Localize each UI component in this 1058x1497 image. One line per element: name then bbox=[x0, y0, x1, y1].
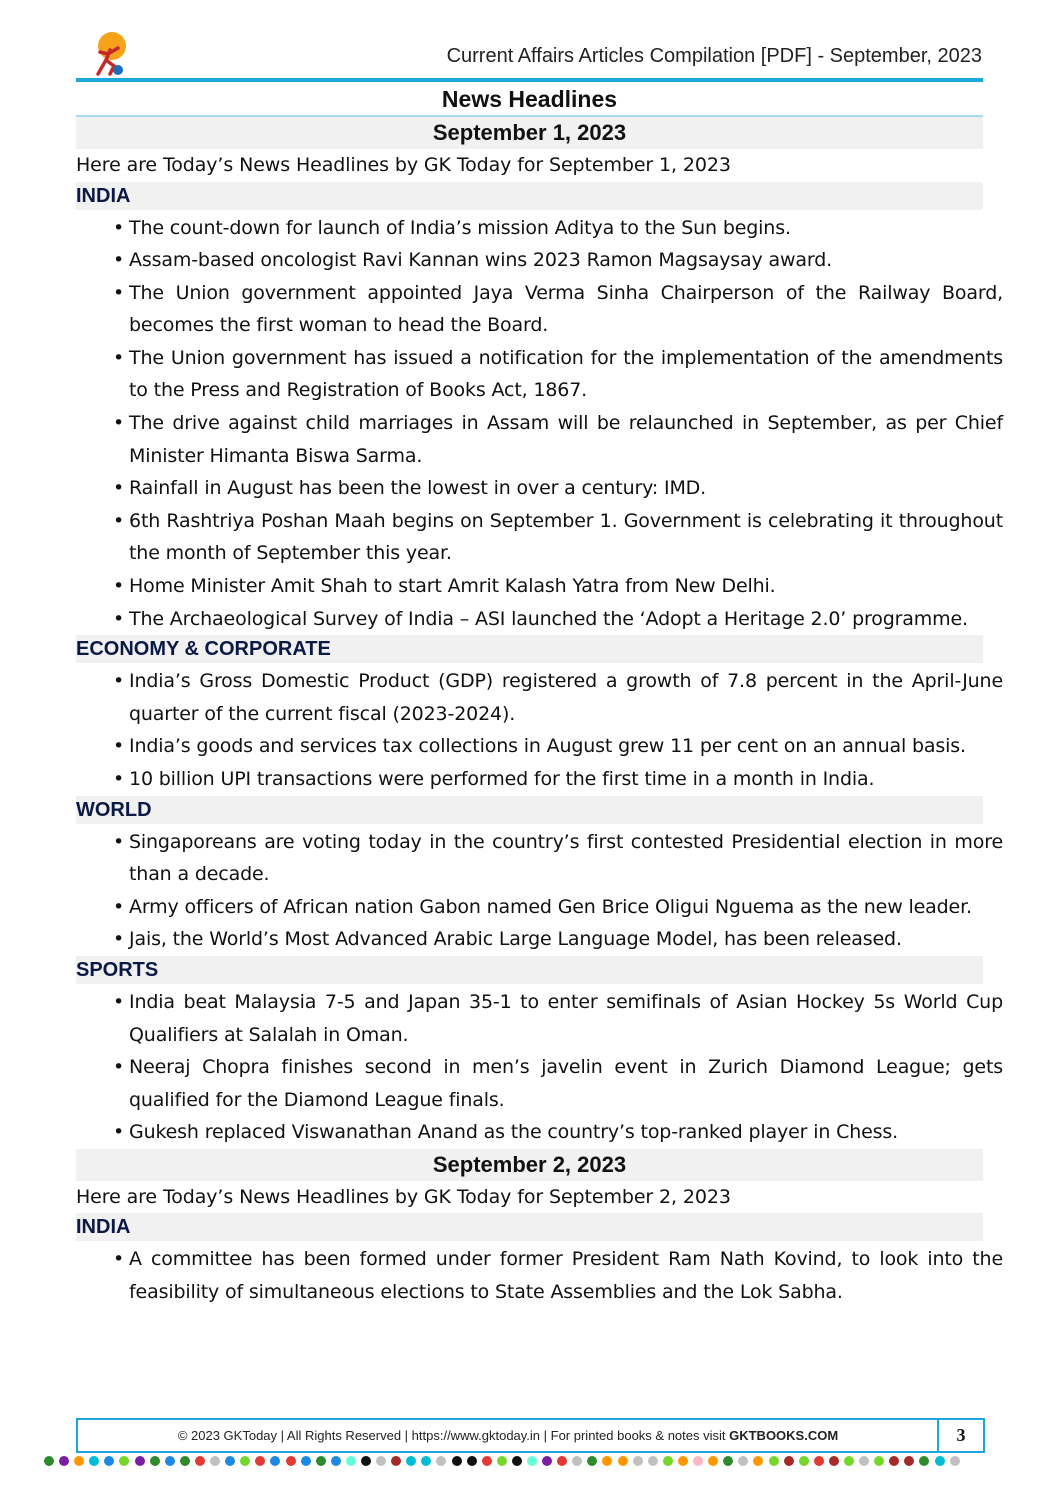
headline-item: • Gukesh replaced Viswanathan Anand as the country’s top-ranked player in Chess. bbox=[129, 1116, 1003, 1149]
decorative-dots bbox=[44, 1456, 960, 1466]
dot bbox=[391, 1456, 401, 1466]
dot bbox=[104, 1456, 114, 1466]
dot bbox=[497, 1456, 507, 1466]
dot bbox=[633, 1456, 643, 1466]
dot bbox=[889, 1456, 899, 1466]
dot bbox=[286, 1456, 296, 1466]
header-divider bbox=[76, 78, 983, 82]
dot bbox=[421, 1456, 431, 1466]
dot bbox=[769, 1456, 779, 1466]
intro-text: Here are Today’s News Headlines by GK Today for September 1, 2023 bbox=[76, 154, 731, 176]
footer bbox=[76, 1418, 985, 1453]
dot bbox=[527, 1456, 537, 1466]
headline-item: • India beat Malaysia 7-5 and Japan 35-1 to enter semifinals of Asian Hockey 5s World Cup Qualifiers at Salalah in Oman. bbox=[129, 986, 1003, 1051]
dot bbox=[180, 1456, 190, 1466]
headline-item: • The Union government appointed Jaya Verma Sinha Chairperson of the Railway Board, becomes the first woman to head the Board. bbox=[129, 277, 1003, 342]
footer-text bbox=[78, 1420, 938, 1451]
gktoday-logo bbox=[92, 30, 132, 78]
headline-item: • 6th Rashtriya Poshan Maah begins on September 1. Government is celebrating it throughout the month of September this year. bbox=[129, 505, 1003, 570]
dot bbox=[467, 1456, 477, 1466]
dot bbox=[44, 1456, 54, 1466]
header-title: Current Affairs Articles Compilation [PDF] - September, 2023 bbox=[446, 45, 982, 67]
footer-brand-link[interactable]: GKTBOOKS.COM bbox=[729, 1428, 839, 1443]
dot bbox=[210, 1456, 220, 1466]
headline-item: • The Union government has issued a notification for the implementation of the amendments to the Press and Registration of Books Act, 1867. bbox=[129, 342, 1003, 407]
category-heading: INDIA bbox=[76, 1213, 983, 1241]
headline-item: • Singaporeans are voting today in the country’s first contested Presidential election in more than a decade. bbox=[129, 826, 1003, 891]
headline-list bbox=[76, 665, 1003, 795]
category-heading: WORLD bbox=[76, 796, 983, 824]
dot bbox=[814, 1456, 824, 1466]
dot bbox=[135, 1456, 145, 1466]
dot bbox=[225, 1456, 235, 1466]
dot bbox=[361, 1456, 371, 1466]
headline-item: • The Archaeological Survey of India – ASI launched the ‘Adopt a Heritage 2.0’ programme. bbox=[129, 603, 1003, 636]
dot bbox=[587, 1456, 597, 1466]
dot bbox=[784, 1456, 794, 1466]
category-heading: SPORTS bbox=[76, 956, 983, 984]
headline-item: • The count-down for launch of India’s mission Aditya to the Sun begins. bbox=[129, 212, 1003, 245]
dot bbox=[150, 1456, 160, 1466]
dot bbox=[904, 1456, 914, 1466]
category-heading: INDIA bbox=[76, 182, 983, 210]
headline-item: • India’s Gross Domestic Product (GDP) registered a growth of 7.8 percent in the April-June quarter of the current fiscal (2023-2024). bbox=[129, 665, 1003, 730]
dot bbox=[844, 1456, 854, 1466]
footer-copyright: © 2023 GKToday | All Rights Reserved | https://www.gktoday.in | For printed books & notes visit bbox=[177, 1428, 730, 1443]
dot bbox=[648, 1456, 658, 1466]
dot bbox=[935, 1456, 945, 1466]
dot bbox=[542, 1456, 552, 1466]
date-heading: September 1, 2023 bbox=[76, 117, 983, 149]
category-heading: ECONOMY & CORPORATE bbox=[76, 635, 983, 663]
dot bbox=[406, 1456, 416, 1466]
intro-text: Here are Today’s News Headlines by GK Today for September 2, 2023 bbox=[76, 1185, 731, 1208]
dot bbox=[482, 1456, 492, 1466]
dot bbox=[255, 1456, 265, 1466]
dot bbox=[346, 1456, 356, 1466]
headline-list bbox=[76, 1243, 1003, 1308]
dot bbox=[59, 1456, 69, 1466]
headline-item: • Assam-based oncologist Ravi Kannan wins 2023 Ramon Magsaysay award. bbox=[129, 244, 1003, 277]
dot bbox=[119, 1456, 129, 1466]
dot bbox=[195, 1456, 205, 1466]
dot bbox=[919, 1456, 929, 1466]
page-number: 3 bbox=[937, 1420, 983, 1451]
dot bbox=[678, 1456, 688, 1466]
document-body bbox=[76, 84, 1003, 1309]
dot bbox=[316, 1456, 326, 1466]
dot bbox=[693, 1456, 703, 1466]
headline-item: • Jais, the World’s Most Advanced Arabic Large Language Model, has been released. bbox=[129, 923, 1003, 956]
dot bbox=[376, 1456, 386, 1466]
dot bbox=[950, 1456, 960, 1466]
dot bbox=[723, 1456, 733, 1466]
dot bbox=[799, 1456, 809, 1466]
headline-list bbox=[76, 986, 1003, 1149]
dot bbox=[240, 1456, 250, 1466]
headline-list bbox=[76, 826, 1003, 956]
dot bbox=[602, 1456, 612, 1466]
dot bbox=[512, 1456, 522, 1466]
headline-item: • A committee has been formed under former President Ram Nath Kovind, to look into the feasibility of simultaneous elections to State Assemblies and the Lok Sabha. bbox=[129, 1243, 1003, 1308]
dot bbox=[557, 1456, 567, 1466]
headline-item: • 10 billion UPI transactions were performed for the first time in a month in India. bbox=[129, 763, 1003, 796]
page-title: News Headlines bbox=[76, 84, 983, 117]
dot bbox=[452, 1456, 462, 1466]
headline-item: • India’s goods and services tax collections in August grew 11 per cent on an annual basis. bbox=[129, 730, 1003, 763]
headline-item: • Neeraj Chopra finishes second in men’s javelin event in Zurich Diamond League; gets qualified for the Diamond League finals. bbox=[129, 1051, 1003, 1116]
dot bbox=[165, 1456, 175, 1466]
dot bbox=[874, 1456, 884, 1466]
dot bbox=[436, 1456, 446, 1466]
dot bbox=[753, 1456, 763, 1466]
headline-item: • Rainfall in August has been the lowest in over a century: IMD. bbox=[129, 472, 1003, 505]
dot bbox=[301, 1456, 311, 1466]
dot bbox=[89, 1456, 99, 1466]
headline-list bbox=[76, 212, 1003, 636]
headline-item: • Army officers of African nation Gabon named Gen Brice Oligui Nguema as the new leader. bbox=[129, 891, 1003, 924]
dot bbox=[829, 1456, 839, 1466]
dot bbox=[572, 1456, 582, 1466]
headline-item: • Home Minister Amit Shah to start Amrit Kalash Yatra from New Delhi. bbox=[129, 570, 1003, 603]
dot bbox=[618, 1456, 628, 1466]
dot bbox=[331, 1456, 341, 1466]
dot bbox=[663, 1456, 673, 1466]
dot bbox=[738, 1456, 748, 1466]
dot bbox=[859, 1456, 869, 1466]
dot bbox=[708, 1456, 718, 1466]
date-heading: September 2, 2023 bbox=[76, 1149, 983, 1181]
headline-item: • The drive against child marriages in Assam will be relaunched in September, as per Chief Minister Himanta Biswa Sarma. bbox=[129, 407, 1003, 472]
dot bbox=[270, 1456, 280, 1466]
dot bbox=[74, 1456, 84, 1466]
